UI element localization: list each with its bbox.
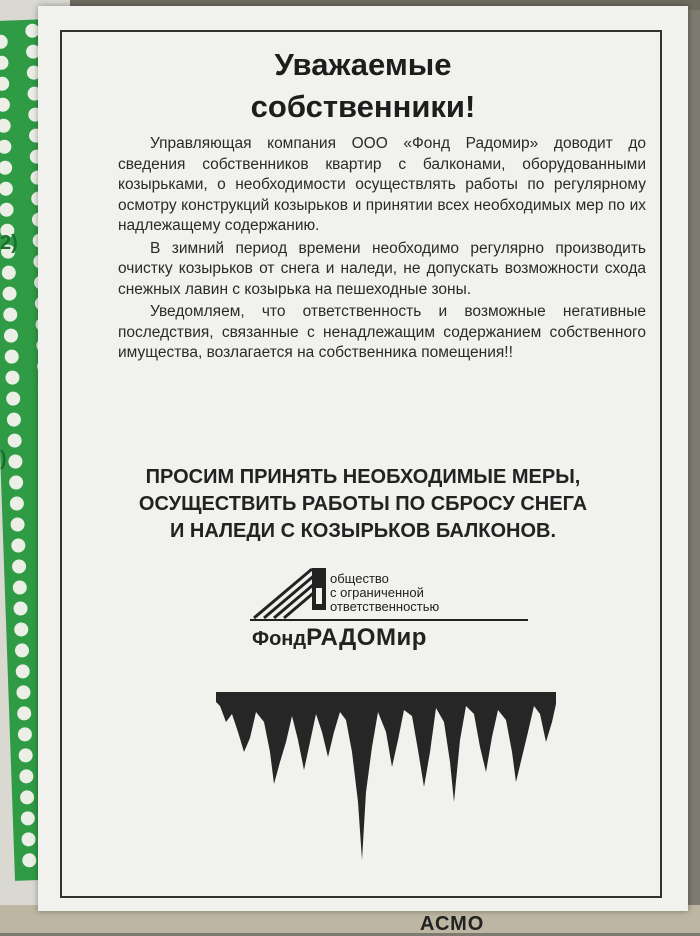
border-scallop: [4, 349, 18, 363]
appeal-line-3: И НАЛЕДИ С КОЗЫРЬКОВ БАЛКОНОВ.: [169, 520, 557, 542]
border-scallop: [18, 748, 32, 762]
border-scallop: [19, 769, 33, 783]
border-scallop: [0, 119, 11, 133]
border-scallop: [14, 622, 28, 636]
logo-line-1: общество: [330, 571, 389, 586]
border-scallop: [0, 56, 9, 70]
border-scallop: [0, 160, 12, 174]
border-scallop: [15, 643, 29, 657]
notice-body: [118, 134, 646, 364]
border-scallop: [17, 706, 31, 720]
border-scallop: [21, 811, 35, 825]
border-scallop: [4, 328, 18, 342]
border-scallop: [0, 77, 9, 91]
icicles-icon: [216, 692, 556, 867]
notice-paragraph-2: В зимний период времени необходимо регулярно производить очистку козырьков от снега и наледи, не допускать возможности схода снежных лавин с козырька на пешеходные зоны.: [118, 239, 646, 298]
border-scallop: [18, 727, 32, 741]
border-scallop: [16, 685, 30, 699]
background-text-fragment: ): [0, 448, 7, 470]
logo-line-2: с ограниченной: [330, 585, 424, 600]
border-scallop: [0, 98, 10, 112]
logo-brand-prefix: Фонд: [252, 628, 307, 650]
border-scallop: [0, 140, 12, 154]
notice-paragraph-3: Уведомляем, что ответственность и возможные негативные последствия, связанные с ненадлежащим содержанием собственного имущества, возлагается на собственника помещения!!: [118, 303, 646, 361]
title-line-2: собственники!: [250, 89, 476, 124]
notice-title: [38, 44, 688, 128]
title-line-1: Уважаемые: [274, 47, 452, 82]
border-scallop: [8, 454, 22, 468]
border-scallop: [5, 370, 19, 384]
border-scallop: [22, 853, 36, 867]
logo-brand-main: РАДОМир: [306, 624, 427, 651]
border-scallop: [0, 202, 14, 216]
border-scallop: [10, 496, 24, 510]
border-scallop: [0, 35, 8, 49]
background-text-fragment: 2): [0, 232, 18, 254]
logo-brand: [252, 624, 427, 652]
border-scallop: [13, 601, 27, 615]
border-scallop: [21, 832, 35, 846]
logo-legal-form: [330, 572, 439, 614]
notice-paragraph-1: Управляющая компания ООО «Фонд Радомир» доводит до сведения собственников квартир с балконами, оборудованными козырьками, о необходимости осуществлять работы по регулярному осмотру конструкций козырьков и принятии всех необходимых мер по их надлежащему содержанию.: [118, 135, 646, 234]
border-scallop: [10, 517, 24, 531]
border-scallop: [7, 433, 21, 447]
border-scallop: [0, 181, 13, 195]
border-scallop: [13, 580, 27, 594]
border-scallop: [6, 391, 20, 405]
appeal-line-1: ПРОСИМ ПРИНЯТЬ НЕОБХОДИМЫЕ МЕРЫ,: [145, 466, 581, 488]
appeal-line-2: ОСУЩЕСТВИТЬ РАБОТЫ ПО СБРОСУ СНЕГА: [138, 493, 588, 515]
notice-appeal: [78, 464, 648, 545]
bottom-background-text: АСМО: [420, 913, 485, 935]
border-scallop: [2, 265, 16, 279]
border-scallop: [9, 475, 23, 489]
border-scallop: [11, 538, 25, 552]
border-scallop: [15, 664, 29, 678]
border-scallop: [2, 286, 16, 300]
logo-line-3: ответственностью: [330, 599, 440, 614]
border-scallop: [7, 412, 21, 426]
border-scallop: [3, 307, 17, 321]
border-scallop: [20, 790, 34, 804]
notice-sheet: [38, 6, 688, 911]
border-scallop: [12, 559, 26, 573]
company-logo: [250, 566, 530, 661]
